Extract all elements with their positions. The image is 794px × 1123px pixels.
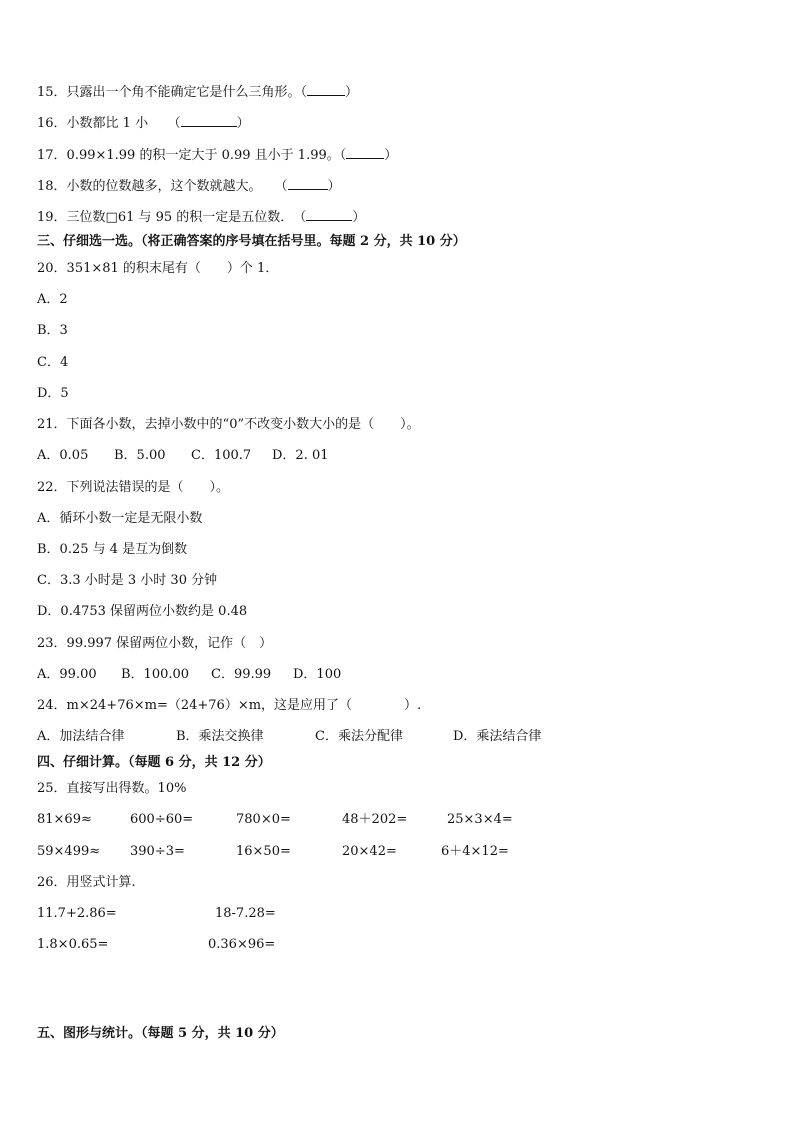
q20-option-d[interactable]: D．5 xyxy=(37,386,69,401)
q20-option-c[interactable]: C．4 xyxy=(37,355,69,370)
question-26: 26．用竖式计算. xyxy=(37,875,136,890)
q22-option-a[interactable]: A．循环小数一定是无限小数 xyxy=(37,511,203,526)
q21-option-b[interactable]: B．5.00 xyxy=(114,448,166,463)
question-close: ） xyxy=(236,116,250,131)
question-21: 21．下面各小数，去掉小数中的“0”不改变小数大小的是（ ）。 xyxy=(37,417,420,432)
calc-item: 81×69≈ xyxy=(37,812,92,827)
question-text: 17．0.99×1.99 的积一定大于 0.99 且小于 1.99。（ xyxy=(37,148,347,163)
calc-item: 780×0= xyxy=(236,812,291,827)
question-18 xyxy=(37,176,341,196)
calc-item: 16×50= xyxy=(236,844,291,859)
calc-item: 25×3×4= xyxy=(447,812,513,827)
question-text: 19．三位数□61 与 95 的积一定是五位数． （ xyxy=(37,210,307,225)
question-20: 20．351×81 的积末尾有（ ）个 1． xyxy=(37,261,279,276)
question-25: 25．直接写出得数。10% xyxy=(37,781,187,796)
q20-option-b[interactable]: B．3 xyxy=(37,323,68,338)
q22-option-b[interactable]: B．0.25 与 4 是互为倒数 xyxy=(37,542,188,557)
question-text: 15．只露出一个角不能确定它是什么三角形。（ xyxy=(37,85,308,100)
calc-item: 18-7.28= xyxy=(215,906,276,921)
calc-item: 1.8×0.65= xyxy=(37,937,109,952)
answer-blank[interactable] xyxy=(307,82,345,96)
question-close: ） xyxy=(327,179,341,194)
question-text: 16．小数都比 1 小 （ xyxy=(37,116,181,131)
q24-option-c[interactable]: C．乘法分配律 xyxy=(315,729,403,744)
question-24: 24．m×24+76×m=（24+76）×m，这是应用了（ ）. xyxy=(37,698,422,713)
question-close: ） xyxy=(384,148,398,163)
question-close: ） xyxy=(345,85,359,100)
section-3-title: 三、仔细选一选。（将正确答案的序号填在括号里。每题 2 分，共 10 分） xyxy=(37,234,466,249)
calc-item: 11.7+2.86= xyxy=(37,906,117,921)
calc-item: 600÷60= xyxy=(130,812,194,827)
q23-option-c[interactable]: C．99.99 xyxy=(211,667,272,682)
question-19 xyxy=(37,207,365,227)
answer-blank[interactable] xyxy=(306,207,352,221)
question-close: ） xyxy=(352,210,366,225)
question-text: 18．小数的位数越多，这个数就越大。 （ xyxy=(37,179,288,194)
calc-item: 390÷3= xyxy=(130,844,185,859)
q20-option-a[interactable]: A．2 xyxy=(37,292,68,307)
calc-item: 0.36×96= xyxy=(208,937,276,952)
q21-option-d[interactable]: D．2. 01 xyxy=(272,448,329,463)
question-23: 23．99.997 保留两位小数，记作（ ） xyxy=(37,636,273,651)
q24-option-b[interactable]: B．乘法交换律 xyxy=(176,729,264,744)
q24-option-a[interactable]: A．加法结合律 xyxy=(37,729,125,744)
answer-blank[interactable] xyxy=(181,113,237,127)
q23-option-b[interactable]: B．100.00 xyxy=(121,667,190,682)
calc-item: 48＋202= xyxy=(342,812,408,827)
calc-item: 20×42= xyxy=(342,844,397,859)
q23-option-d[interactable]: D．100 xyxy=(293,667,342,682)
q22-option-d[interactable]: D．0.4753 保留两位小数约是 0.48 xyxy=(37,604,248,619)
answer-blank[interactable] xyxy=(288,176,328,190)
question-16 xyxy=(37,113,250,133)
q22-option-c[interactable]: C．3.3 小时是 3 小时 30 分钟 xyxy=(37,573,218,588)
q21-option-c[interactable]: C．100.7 xyxy=(191,448,252,463)
calc-item: 6＋4×12= xyxy=(441,844,509,859)
section-4-title: 四、仔细计算。（每题 6 分，共 12 分） xyxy=(37,755,271,770)
section-5-title: 五、图形与统计。（每题 5 分，共 10 分） xyxy=(37,1026,284,1041)
q23-option-a[interactable]: A．99.00 xyxy=(37,667,97,682)
answer-blank[interactable] xyxy=(346,145,384,159)
calc-item: 59×499≈ xyxy=(37,844,101,859)
q21-option-a[interactable]: A．0.05 xyxy=(37,448,89,463)
question-17 xyxy=(37,145,397,165)
q24-option-d[interactable]: D．乘法结合律 xyxy=(453,729,542,744)
question-22: 22．下列说法错误的是（ ）。 xyxy=(37,480,230,495)
question-15 xyxy=(37,82,358,102)
